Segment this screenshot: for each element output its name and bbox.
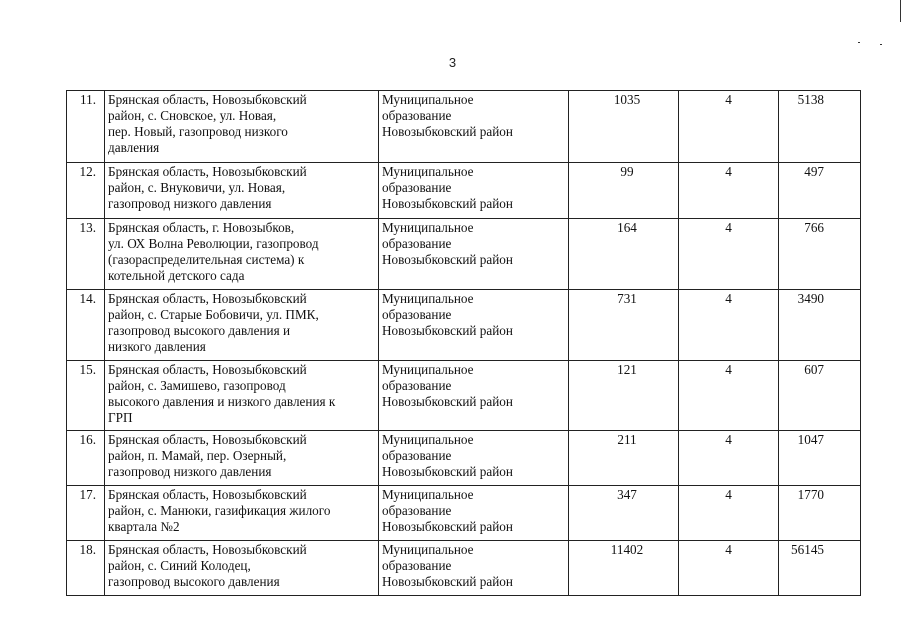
length-value: 347 xyxy=(569,486,679,541)
owner-cell xyxy=(379,541,569,596)
row-number: 16. xyxy=(67,431,105,486)
object-address-cell xyxy=(105,163,379,219)
owner-line: Новозыбковский район xyxy=(382,574,513,589)
category-value: 4 xyxy=(679,290,779,361)
address-line: газопровод высокого давления xyxy=(108,574,280,589)
object-address-cell xyxy=(105,361,379,431)
address-line: Брянская область, Новозыбковский xyxy=(108,291,307,306)
owner-cell xyxy=(379,91,569,163)
table-row xyxy=(67,290,861,361)
owner-line: Новозыбковский район xyxy=(382,196,513,211)
address-line: ул. ОХ Волна Революции, газопровод xyxy=(108,236,319,251)
owner-cell xyxy=(379,486,569,541)
address-line: давления xyxy=(108,140,160,155)
object-address-cell xyxy=(105,486,379,541)
address-line: Брянская область, Новозыбковский xyxy=(108,542,307,557)
owner-line: образование xyxy=(382,378,452,393)
owner-line: Муниципальное xyxy=(382,220,474,235)
category-value: 4 xyxy=(679,163,779,219)
scan-dust-mark xyxy=(858,42,860,43)
total-value: 56145 xyxy=(779,541,861,596)
address-line: котельной детского сада xyxy=(108,268,245,283)
category-value: 4 xyxy=(679,431,779,486)
address-line: район, п. Мамай, пер. Озерный, xyxy=(108,448,287,463)
owner-line: Муниципальное xyxy=(382,92,474,107)
owner-line: Новозыбковский район xyxy=(382,519,513,534)
address-line: квартала №2 xyxy=(108,519,180,534)
table-body xyxy=(67,91,861,596)
table-row xyxy=(67,541,861,596)
length-value: 211 xyxy=(569,431,679,486)
table-row xyxy=(67,431,861,486)
address-line: Брянская область, г. Новозыбков, xyxy=(108,220,295,235)
scan-dust-mark xyxy=(880,44,882,45)
owner-line: образование xyxy=(382,236,452,251)
length-value: 1035 xyxy=(569,91,679,163)
total-value: 497 xyxy=(779,163,861,219)
object-address-cell xyxy=(105,219,379,290)
address-line: Брянская область, Новозыбковский xyxy=(108,92,307,107)
object-address-cell xyxy=(105,91,379,163)
address-line: район, с. Синий Колодец, xyxy=(108,558,251,573)
scan-edge-mark xyxy=(900,0,901,22)
owner-cell xyxy=(379,361,569,431)
total-value: 1770 xyxy=(779,486,861,541)
table-row xyxy=(67,219,861,290)
owner-line: Новозыбковский район xyxy=(382,252,513,267)
table-row xyxy=(67,486,861,541)
total-value: 766 xyxy=(779,219,861,290)
table-row xyxy=(67,361,861,431)
length-value: 164 xyxy=(569,219,679,290)
owner-cell xyxy=(379,290,569,361)
row-number: 13. xyxy=(67,219,105,290)
address-line: район, с. Манюки, газификация жилого xyxy=(108,503,331,518)
address-line: пер. Новый, газопровод низкого xyxy=(108,124,288,139)
row-number: 12. xyxy=(67,163,105,219)
address-line: район, с. Внуковичи, ул. Новая, xyxy=(108,180,286,195)
owner-line: образование xyxy=(382,448,452,463)
row-number: 15. xyxy=(67,361,105,431)
address-line: низкого давления xyxy=(108,339,206,354)
owner-line: Новозыбковский район xyxy=(382,323,513,338)
row-number: 14. xyxy=(67,290,105,361)
page-number: 3 xyxy=(448,55,457,70)
address-line: Брянская область, Новозыбковский xyxy=(108,487,307,502)
owner-line: образование xyxy=(382,558,452,573)
length-value: 731 xyxy=(569,290,679,361)
category-value: 4 xyxy=(679,486,779,541)
length-value: 121 xyxy=(569,361,679,431)
owner-line: образование xyxy=(382,503,452,518)
address-line: ГРП xyxy=(108,410,133,425)
row-number: 18. xyxy=(67,541,105,596)
owner-line: образование xyxy=(382,307,452,322)
owner-line: Муниципальное xyxy=(382,487,474,502)
owner-line: Новозыбковский район xyxy=(382,124,513,139)
category-value: 4 xyxy=(679,219,779,290)
total-value: 1047 xyxy=(779,431,861,486)
owner-cell xyxy=(379,431,569,486)
total-value: 607 xyxy=(779,361,861,431)
address-line: район, с. Сновское, ул. Новая, xyxy=(108,108,277,123)
owner-line: Муниципальное xyxy=(382,542,474,557)
owner-line: образование xyxy=(382,108,452,123)
address-line: газопровод высокого давления и xyxy=(108,323,291,338)
owner-line: Муниципальное xyxy=(382,432,474,447)
length-value: 99 xyxy=(569,163,679,219)
row-number: 11. xyxy=(67,91,105,163)
owner-line: Новозыбковский район xyxy=(382,464,513,479)
address-line: Брянская область, Новозыбковский xyxy=(108,432,307,447)
owner-cell xyxy=(379,163,569,219)
address-line: Брянская область, Новозыбковский xyxy=(108,164,307,179)
owner-cell xyxy=(379,219,569,290)
gas-pipeline-table xyxy=(66,90,861,596)
address-line: (газораспределительная система) к xyxy=(108,252,305,267)
category-value: 4 xyxy=(679,361,779,431)
owner-line: Муниципальное xyxy=(382,164,474,179)
object-address-cell xyxy=(105,541,379,596)
address-line: газопровод низкого давления xyxy=(108,464,272,479)
length-value: 11402 xyxy=(569,541,679,596)
table-row xyxy=(67,91,861,163)
address-line: газопровод низкого давления xyxy=(108,196,272,211)
category-value: 4 xyxy=(679,91,779,163)
object-address-cell xyxy=(105,290,379,361)
owner-line: Муниципальное xyxy=(382,291,474,306)
object-address-cell xyxy=(105,431,379,486)
address-line: район, с. Замишево, газопровод xyxy=(108,378,286,393)
total-value: 3490 xyxy=(779,290,861,361)
owner-line: Муниципальное xyxy=(382,362,474,377)
address-line: Брянская область, Новозыбковский xyxy=(108,362,307,377)
category-value: 4 xyxy=(679,541,779,596)
owner-line: Новозыбковский район xyxy=(382,394,513,409)
table-row xyxy=(67,163,861,219)
row-number: 17. xyxy=(67,486,105,541)
total-value: 5138 xyxy=(779,91,861,163)
address-line: район, с. Старые Бобовичи, ул. ПМК, xyxy=(108,307,319,322)
owner-line: образование xyxy=(382,180,452,195)
address-line: высокого давления и низкого давления к xyxy=(108,394,336,409)
